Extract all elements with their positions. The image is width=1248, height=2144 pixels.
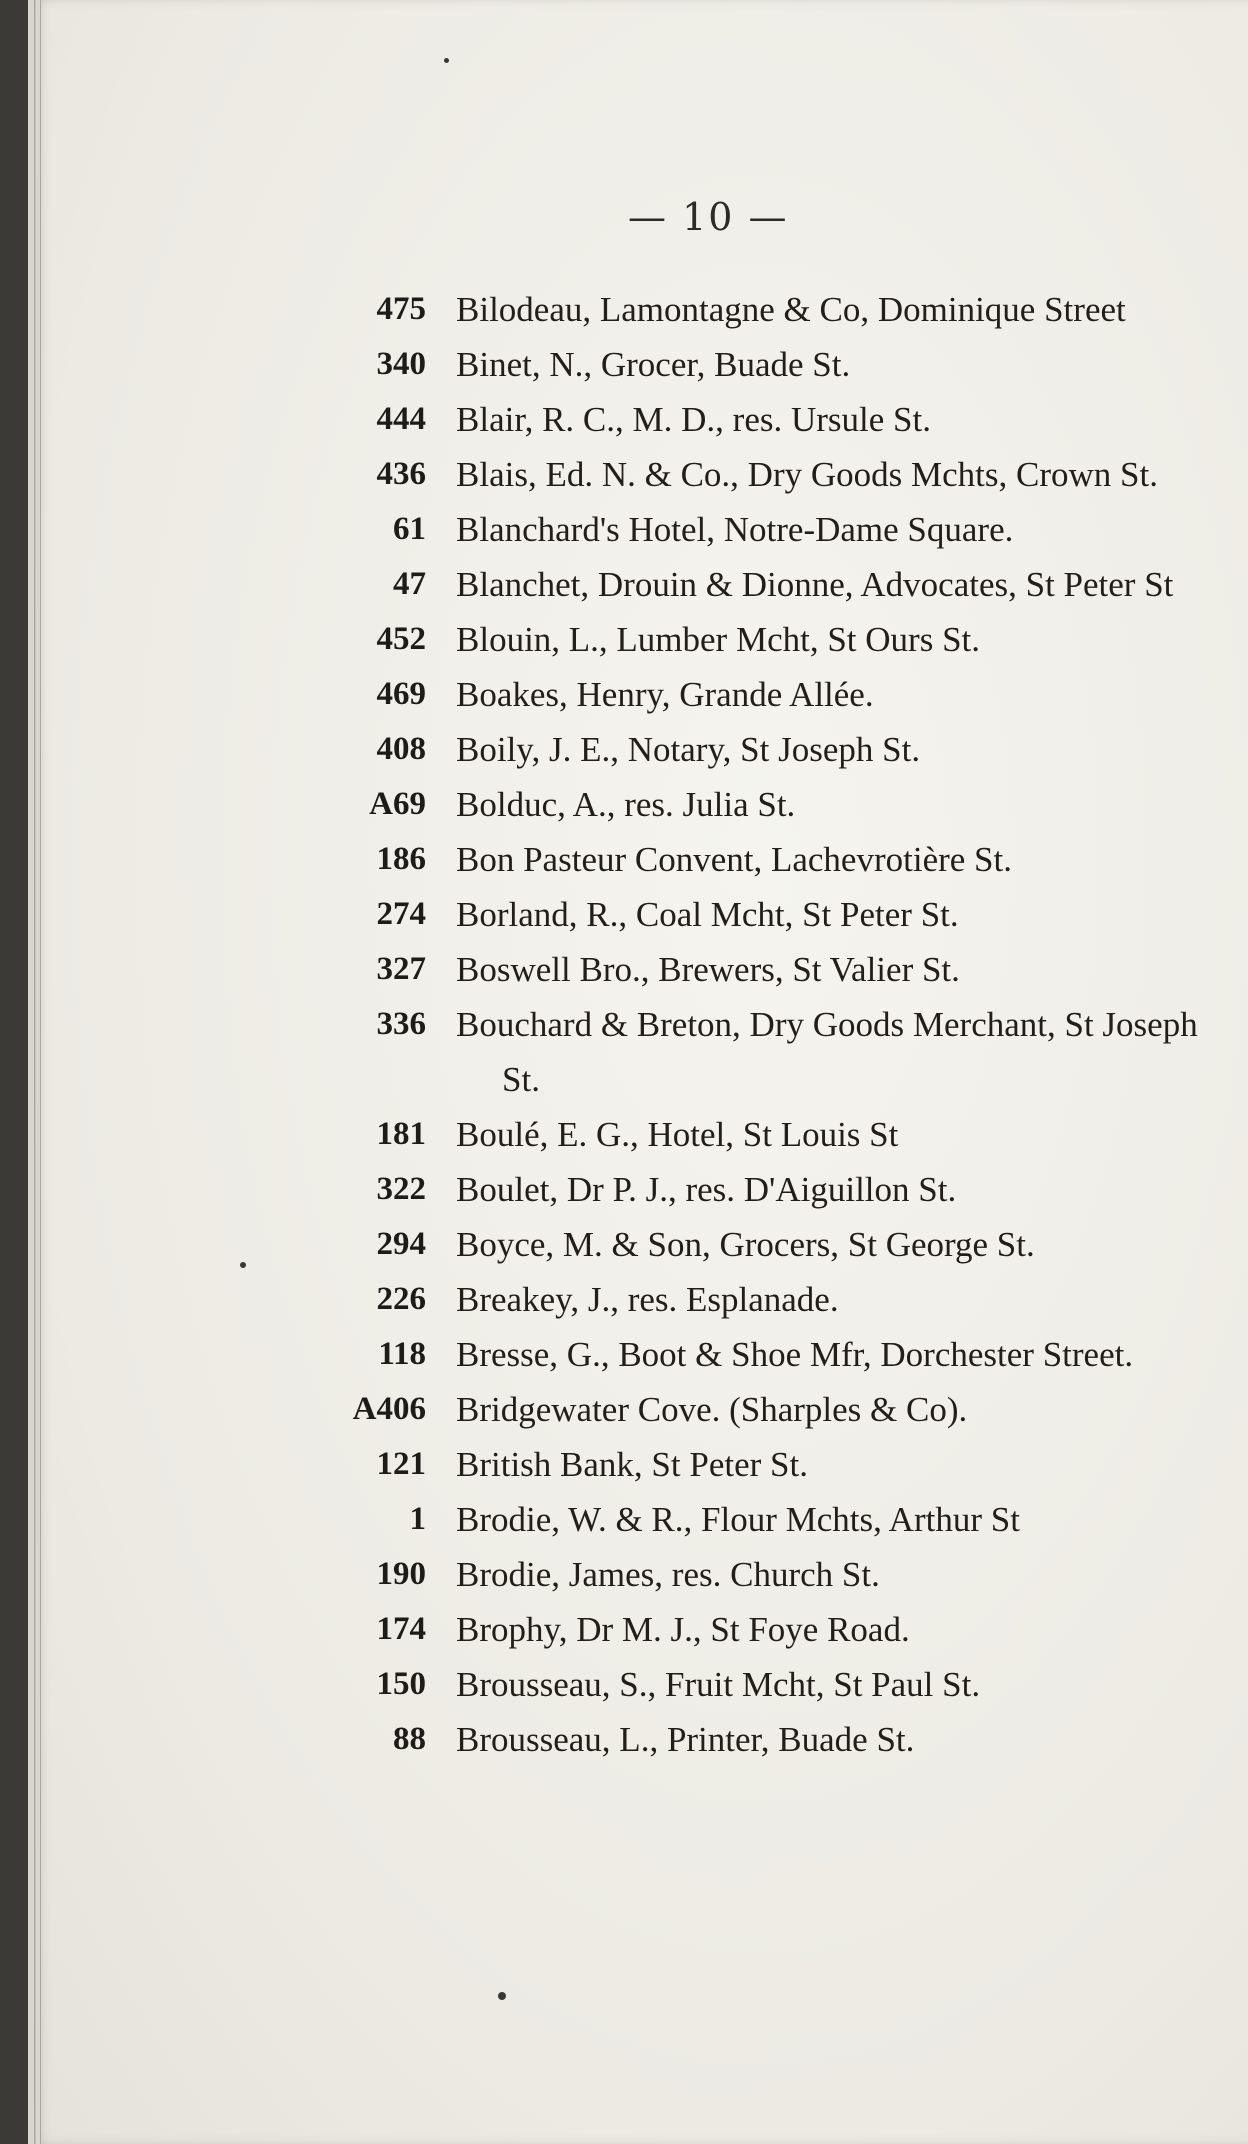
entry-text: Blais, Ed. N. & Co., Dry Goods Mchts, Crown St. [456,455,1158,494]
entry-number: 150 [376,1666,426,1702]
entry-text: Brodie, W. & R., Flour Mchts, Arthur St [456,1500,1020,1539]
entry-number: A69 [369,786,426,822]
list-item [308,337,1228,392]
ink-speck [444,58,449,63]
entry-text: Boakes, Henry, Grande Allée. [456,675,874,714]
entry-text: Binet, N., Grocer, Buade St. [456,345,851,384]
entry-number: 294 [376,1226,426,1262]
entry-text: Brodie, James, res. Church St. [456,1555,880,1594]
list-item [308,1492,1228,1547]
entry-text: Blanchard's Hotel, Notre-Dame Square. [456,510,1014,549]
entry-text: Boswell Bro., Brewers, St Valier St. [456,950,960,989]
entry-text: Boyce, M. & Son, Grocers, St George St. [456,1225,1035,1264]
list-item [308,667,1228,722]
entry-number: 274 [376,896,426,932]
entry-number: 444 [376,401,426,437]
entry-text: Bilodeau, Lamontagne & Co, Dominique Street [456,290,1126,329]
entry-number: 436 [376,456,426,492]
entry-text: Bouchard & Breton, Dry Goods Merchant, St Joseph St. [456,1005,1198,1099]
page-edge [28,0,35,2144]
entry-number: 121 [376,1446,426,1482]
ink-speck [240,1262,246,1268]
entry-number: 226 [376,1281,426,1317]
entry-number: 475 [376,291,426,327]
entry-number: 174 [376,1611,426,1647]
entry-text: British Bank, St Peter St. [456,1445,808,1484]
entry-text: Boily, J. E., Notary, St Joseph St. [456,730,921,769]
entry-number: A406 [352,1391,426,1427]
ink-speck [498,1992,506,2000]
entry-number: 190 [376,1556,426,1592]
entry-number: 327 [376,951,426,987]
entry-text: Bridgewater Cove. (Sharples & Co). [456,1390,968,1429]
entry-text: Bon Pasteur Convent, Lachevrotière St. [456,840,1012,879]
entry-number: 61 [393,511,426,547]
page-number: — 10 — [628,195,789,239]
entry-number: 469 [376,676,426,712]
list-item [308,777,1228,832]
list-item [308,1712,1228,1767]
list-item [308,832,1228,887]
entry-text: Bresse, G., Boot & Shoe Mfr, Dorchester Street. [456,1335,1134,1374]
entry-text: Brophy, Dr M. J., St Foye Road. [456,1610,910,1649]
list-item [308,447,1228,502]
list-item [308,502,1228,557]
list-item [308,1327,1228,1382]
list-item [308,1437,1228,1492]
entry-number: 118 [378,1336,426,1372]
entry-text: Borland, R., Coal Mcht, St Peter St. [456,895,959,934]
list-item [308,942,1228,997]
entry-number: 1 [409,1501,426,1537]
entry-text: Bolduc, A., res. Julia St. [456,785,796,824]
entry-number: 452 [376,621,426,657]
list-item [308,612,1228,667]
list-item [308,1547,1228,1602]
list-item [308,1217,1228,1272]
list-item [308,887,1228,942]
list-item [308,392,1228,447]
entry-number: 322 [376,1171,426,1207]
entry-text: Brousseau, L., Printer, Buade St. [456,1720,915,1759]
list-item [308,1162,1228,1217]
entry-number: 47 [393,566,426,602]
entry-text: Breakey, J., res. Esplanade. [456,1280,839,1319]
entry-text: Blanchet, Drouin & Dionne, Advocates, St Peter St [456,565,1174,604]
entry-text: Brousseau, S., Fruit Mcht, St Paul St. [456,1665,981,1704]
entry-number: 186 [376,841,426,877]
entry-text: Blouin, L., Lumber Mcht, St Ours St. [456,620,981,659]
list-item [308,997,1228,1107]
list-item [308,1602,1228,1657]
entry-text: Boulet, Dr P. J., res. D'Aiguillon St. [456,1170,957,1209]
entry-number: 181 [376,1116,426,1152]
entry-text: Blair, R. C., M. D., res. Ursule St. [456,400,931,439]
entry-number: 336 [376,1006,426,1042]
list-item [308,1657,1228,1712]
list-item [308,282,1228,337]
entry-text: Boulé, E. G., Hotel, St Louis St [456,1115,899,1154]
page-edge [36,0,41,2144]
directory-entries [308,282,1228,1767]
entry-number: 340 [376,346,426,382]
list-item [308,722,1228,777]
list-item [308,1382,1228,1437]
entry-number: 408 [376,731,426,767]
list-item [308,1272,1228,1327]
directory-page [28,0,1248,2144]
entry-number: 88 [393,1721,426,1757]
list-item [308,1107,1228,1162]
list-item [308,557,1228,612]
